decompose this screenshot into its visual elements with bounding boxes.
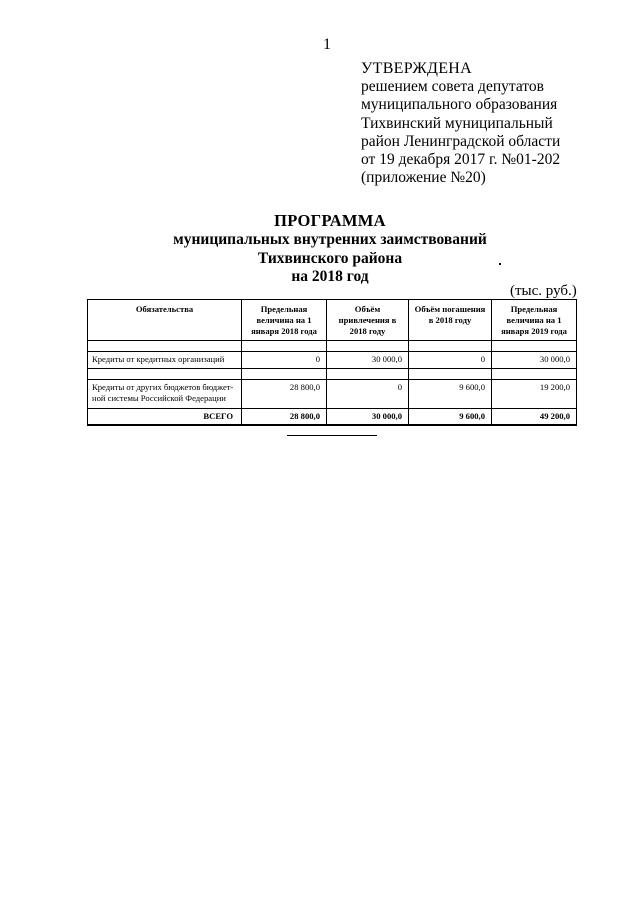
heading-title: ПРОГРАММА: [274, 211, 386, 230]
table-cell: 49 200,0: [492, 409, 577, 426]
table-total-row: [88, 409, 577, 426]
table-cell: 9 600,0: [409, 409, 492, 426]
document-heading: [140, 212, 520, 287]
table-cell: Кредиты от других бюджетов бюджет-ной системы Российской Федерации: [88, 380, 242, 409]
heading-line: муниципальных внутренних заимствований: [173, 230, 487, 248]
table-cell: Кредиты от кредитных организаций: [88, 352, 242, 369]
approval-line: муниципального образования: [361, 96, 558, 114]
approval-line: Тихвинский муниципальный: [361, 114, 553, 132]
borrowing-table: [87, 299, 577, 426]
approval-line: район Ленинградской области: [361, 132, 561, 150]
approval-stamp: УТВЕРЖДЕНА: [361, 60, 473, 77]
table-cell: 9 600,0: [409, 380, 492, 409]
table-cell: 28 800,0: [242, 380, 327, 409]
approval-line: (приложение №20): [361, 169, 486, 187]
table-cell: 0: [327, 380, 409, 409]
column-header: Предельная величина на 1 января 2019 года: [492, 300, 577, 341]
table-cell: 28 800,0: [242, 409, 327, 426]
total-label: ВСЕГО: [88, 409, 242, 426]
column-header: Объём погашения в 2018 году: [409, 300, 492, 341]
column-header: Предельная величина на 1 января 2018 года: [242, 300, 327, 341]
closing-rule: [287, 435, 377, 436]
table-cell: 0: [409, 352, 492, 369]
table-cell: 30 000,0: [327, 352, 409, 369]
heading-line: Тихвинского района: [257, 249, 403, 267]
table-row: [88, 380, 577, 409]
table-cell: 19 200,0: [492, 380, 577, 409]
column-header: Объём привлечения в 2018 году: [327, 300, 409, 341]
page-number: 1: [323, 36, 331, 53]
approval-block: [361, 60, 621, 187]
table-header-row: [88, 300, 577, 341]
heading-line: на 2018 год: [291, 268, 369, 286]
approval-line: решением совета депутатов: [361, 78, 544, 96]
table-cell: 0: [242, 352, 327, 369]
approval-line: от 19 декабря 2017 г. №01-202: [361, 151, 561, 169]
table-row: [88, 352, 577, 369]
table-cell: 30 000,0: [327, 409, 409, 426]
table-spacer-row: [88, 341, 577, 352]
stray-dot: [499, 263, 501, 265]
column-header: Обязательства: [88, 300, 242, 341]
units-label: (тыс. руб.): [510, 283, 577, 299]
table-cell: 30 000,0: [492, 352, 577, 369]
table-spacer-row: [88, 369, 577, 380]
